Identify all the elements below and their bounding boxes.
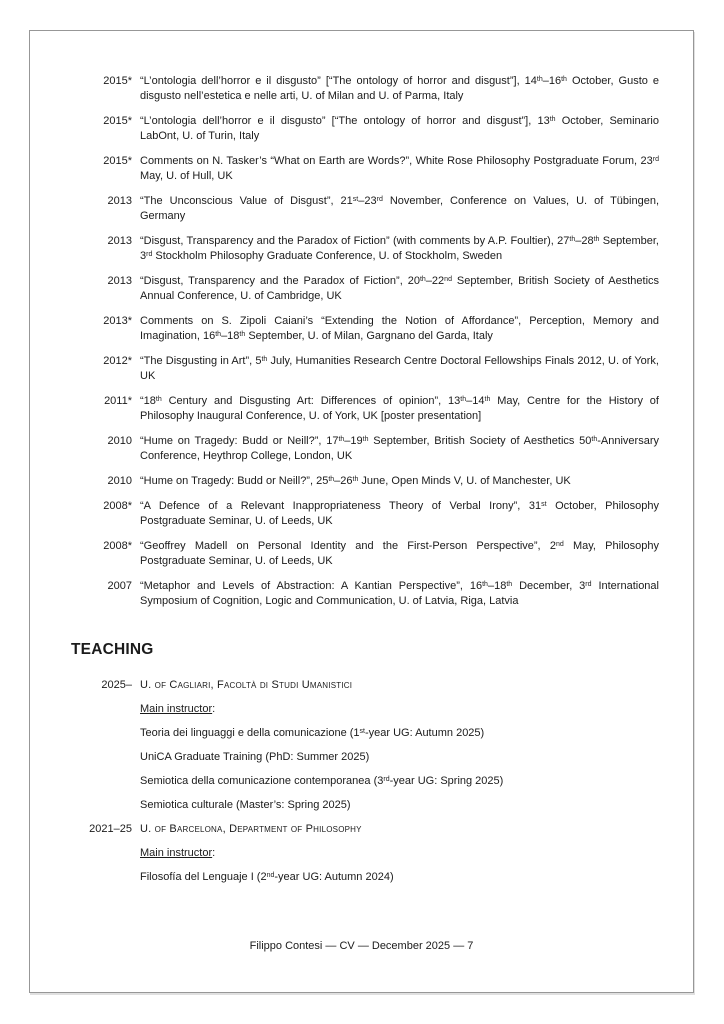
talk-entry xyxy=(71,114,659,144)
teaching-institution: U. of Barcelona, Department of Philosophy xyxy=(140,823,362,835)
talk-entry xyxy=(71,354,659,384)
teaching-list xyxy=(71,678,659,885)
talk-entry xyxy=(71,579,659,609)
teaching-institution: U. of Cagliari, Facoltà di Studi Umanistici xyxy=(140,679,353,691)
talk-year: 2010 xyxy=(107,475,132,487)
talk-description: “Disgust, Transparency and the Paradox of Fiction” (with comments by A.P. Foultier), 27th–28th September, 3rd Stockholm Philosophy Graduate Conference, U. of Stockholm, Sweden xyxy=(140,235,659,262)
talk-description: “Metaphor and Levels of Abstraction: A Kantian Perspective”, 16th–18th December, 3rd International Symposium of Cognition, Logic and Communication, U. of Latvia, Riga, Latvia xyxy=(140,580,659,607)
talk-description: “Geoffrey Madell on Personal Identity and the First-Person Perspective”, 2nd May, Philosophy Postgraduate Seminar, U. of Leeds, UK xyxy=(140,540,659,567)
teaching-entry-header xyxy=(71,678,659,693)
talk-year: 2015* xyxy=(103,75,132,87)
teaching-entry-header xyxy=(71,822,659,837)
talk-entry xyxy=(71,434,659,464)
teaching-entry xyxy=(71,678,659,813)
talk-year: 2015* xyxy=(103,115,132,127)
teaching-role-label: Main instructor xyxy=(140,847,213,859)
course-item: Semiotica culturale (Master’s: Spring 2025) xyxy=(140,799,351,811)
talk-year: 2010 xyxy=(107,435,132,447)
talk-description: Comments on S. Zipoli Caiani’s “Extending the Notion of Affordance”, Perception, Memory and Imagination, 16th–18th September, U. of Milan, Gargnano del Garda, Italy xyxy=(140,315,659,342)
teaching-role-label: Main instructor xyxy=(140,703,213,715)
course-item: UniCA Graduate Training (PhD: Summer 2025) xyxy=(140,751,370,763)
page-border-frame xyxy=(29,30,694,993)
talk-entry xyxy=(71,194,659,224)
course-list xyxy=(71,870,659,885)
talk-entry xyxy=(71,394,659,424)
talk-entry xyxy=(71,314,659,344)
talk-entry xyxy=(71,499,659,529)
talk-description: Comments on N. Tasker’s “What on Earth are Words?”, White Rose Philosophy Postgraduate Forum, 23rd May, U. of Hull, UK xyxy=(140,155,659,182)
talk-entry xyxy=(71,234,659,264)
teaching-role xyxy=(140,846,659,861)
course-item: Teoria dei linguaggi e della comunicazione (1st-year UG: Autumn 2025) xyxy=(140,727,485,739)
talk-year: 2013* xyxy=(103,315,132,327)
talk-description: “L’ontologia dell’horror e il disgusto” [“The ontology of horror and disgust”], 14th–16th October, Gusto e disgusto nell’estetica e nelle arti, U. of Milan and U. of Parma, Italy xyxy=(140,75,659,102)
talk-entry xyxy=(71,74,659,104)
talk-year: 2013 xyxy=(107,275,132,287)
talks-list xyxy=(71,74,659,609)
course-item: Filosofía del Lenguaje I (2nd-year UG: Autumn 2024) xyxy=(140,871,394,883)
talk-description: “A Defence of a Relevant Inappropriateness Theory of Verbal Irony”, 31st October, Philosophy Postgraduate Seminar, U. of Leeds, UK xyxy=(140,500,659,527)
talk-description: “The Disgusting in Art”, 5th July, Humanities Research Centre Doctoral Fellowships Finals 2012, U. of York, UK xyxy=(140,355,659,382)
talk-year: 2007 xyxy=(107,580,132,592)
talk-description: “L’ontologia dell’horror e il disgusto” [“The ontology of horror and disgust”], 13th October, Seminario LabOnt, U. of Turin, Italy xyxy=(140,115,659,142)
teaching-entry xyxy=(71,822,659,885)
teaching-role-colon: : xyxy=(212,847,216,859)
talk-description: “Hume on Tragedy: Budd or Neill?”, 17th–19th September, British Society of Aesthetics 50th-Anniversary Conference, Heythrop College, London, UK xyxy=(140,435,659,462)
section-heading-teaching: TEACHING xyxy=(71,641,154,658)
talk-description: “The Unconscious Value of Disgust”, 21st–23rd November, Conference on Values, U. of Tübingen, Germany xyxy=(140,195,660,222)
talk-entry xyxy=(71,539,659,569)
talk-entry xyxy=(71,274,659,304)
talk-entry xyxy=(71,474,659,489)
talk-year: 2008* xyxy=(103,540,132,552)
talk-description: “18th Century and Disgusting Art: Differences of opinion”, 13th–14th May, Centre for the History of Philosophy Inaugural Conference, U. of York, UK [poster presentation] xyxy=(140,395,659,422)
talk-year: 2012* xyxy=(103,355,132,367)
teaching-years: 2021–25 xyxy=(89,823,132,835)
page-content xyxy=(71,74,659,894)
talk-description: “Hume on Tragedy: Budd or Neill?”, 25th–26th June, Open Minds V, U. of Manchester, UK xyxy=(140,475,571,487)
teaching-role xyxy=(140,702,659,717)
talk-entry xyxy=(71,154,659,184)
talk-description: “Disgust, Transparency and the Paradox of Fiction”, 20th–22nd September, British Society of Aesthetics Annual Conference, U. of Cambridge, UK xyxy=(140,275,660,302)
teaching-role-colon: : xyxy=(212,703,216,715)
page-footer: Filippo Contesi — CV — December 2025 — 7 xyxy=(249,940,474,952)
talk-year: 2011* xyxy=(104,395,132,407)
talk-year: 2013 xyxy=(107,195,132,207)
course-list xyxy=(71,726,659,813)
talk-year: 2015* xyxy=(103,155,132,167)
teaching-years: 2025– xyxy=(101,679,132,691)
talk-year: 2013 xyxy=(107,235,132,247)
talk-year: 2008* xyxy=(103,500,132,512)
course-item: Semiotica della comunicazione contemporanea (3rd-year UG: Spring 2025) xyxy=(140,775,504,787)
